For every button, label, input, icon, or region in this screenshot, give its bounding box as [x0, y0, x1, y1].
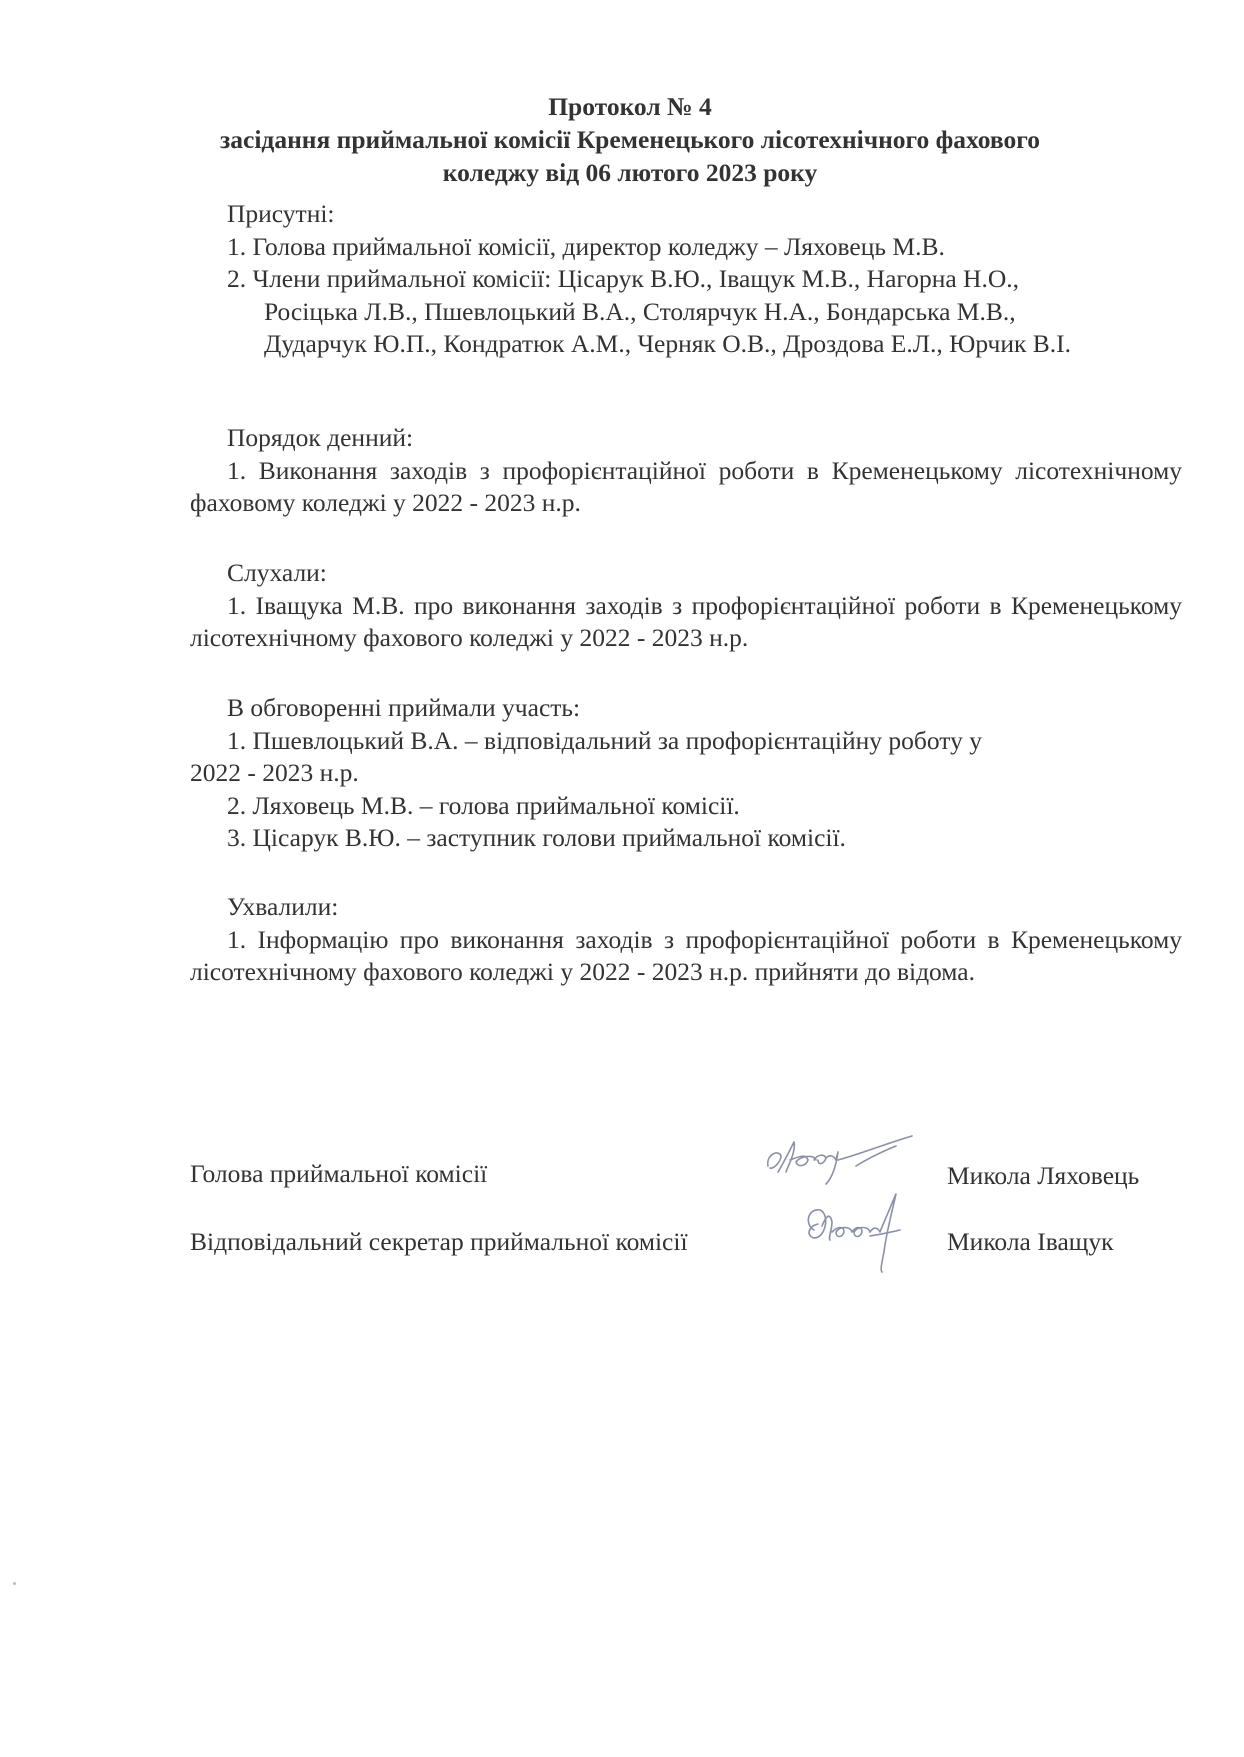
signature-title-secretary: Відповідальний секретар приймальної комісії	[190, 1227, 688, 1256]
resolved-item-1: 1. Інформацію про виконання заходів з профорієнтаційної роботи в Кременецькому лісотехнічному фахового коледжі у 2022 - 2023 н.р. прийняти до відома.	[190, 924, 1182, 986]
agenda-section	[190, 422, 1182, 520]
present-section	[190, 198, 1182, 361]
protocol-subtitle-line2: коледжу від 06 лютого 2023 року	[442, 158, 818, 187]
discussion-item-2: 2. Ляховець М.В. – голова приймальної комісії.	[227, 790, 740, 820]
present-item-2-line2: Росіцька Л.В., Пшевлоцький В.А., Столярчук Н.А., Бондарська М.В.,	[264, 296, 1016, 326]
signature-name-chair: Микола Ляховець	[947, 1161, 1140, 1190]
secretary-handwritten-signature	[800, 1186, 920, 1276]
agenda-item-1: 1. Виконання заходів з профорієнтаційної роботи в Кременецькому лісотехнічному фаховому коледжі у 2022 - 2023 н.р.	[190, 455, 1182, 517]
present-item-2-line1: 2. Члени приймальної комісії: Цісарук В.Ю., Іващук М.В., Нагорна Н.О.,	[227, 264, 1020, 293]
present-heading: Присутні:	[227, 199, 335, 228]
signature-name-secretary: Микола Іващук	[947, 1227, 1114, 1256]
heard-item-1: 1. Іващука М.В. про виконання заходів з профорієнтаційної роботи в Кременецькому лісотехнічному фахового коледжі у 2022 - 2023 н.р.	[190, 590, 1182, 652]
resolved-heading: Ухвалили:	[227, 892, 339, 921]
scan-artifact-dot	[13, 1582, 16, 1585]
resolved-section	[190, 891, 1182, 989]
discussion-item-1-line2: 2022 - 2023 н.р.	[190, 758, 359, 787]
discussion-item-1-line1: 1. Пшевлоцький В.А. – відповідальний за профорієнтаційну роботу у	[227, 725, 982, 755]
discussion-section	[190, 692, 1182, 855]
heard-heading: Слухали:	[227, 558, 327, 587]
protocol-subtitle-line1: засідання приймальної комісії Кременецького лісотехнічного фахового	[220, 125, 1040, 154]
present-item-1: 1. Голова приймальної комісії, директор коледжу – Ляховець М.В.	[227, 231, 945, 261]
present-item-2-line3: Дударчук Ю.П., Кондратюк А.М., Черняк О.В., Дроздова Е.Л., Юрчик В.І.	[264, 329, 1071, 358]
protocol-number: Протокол № 4	[548, 92, 712, 121]
heard-section	[190, 557, 1182, 655]
signature-title-chair: Голова приймальної комісії	[190, 1159, 488, 1188]
document-header	[190, 90, 1070, 189]
discussion-item-3: 3. Цісарук В.Ю. – заступник голови приймальної комісії.	[227, 823, 846, 852]
agenda-heading: Порядок денний:	[227, 423, 414, 452]
discussion-heading: В обговоренні приймали участь:	[227, 693, 581, 722]
